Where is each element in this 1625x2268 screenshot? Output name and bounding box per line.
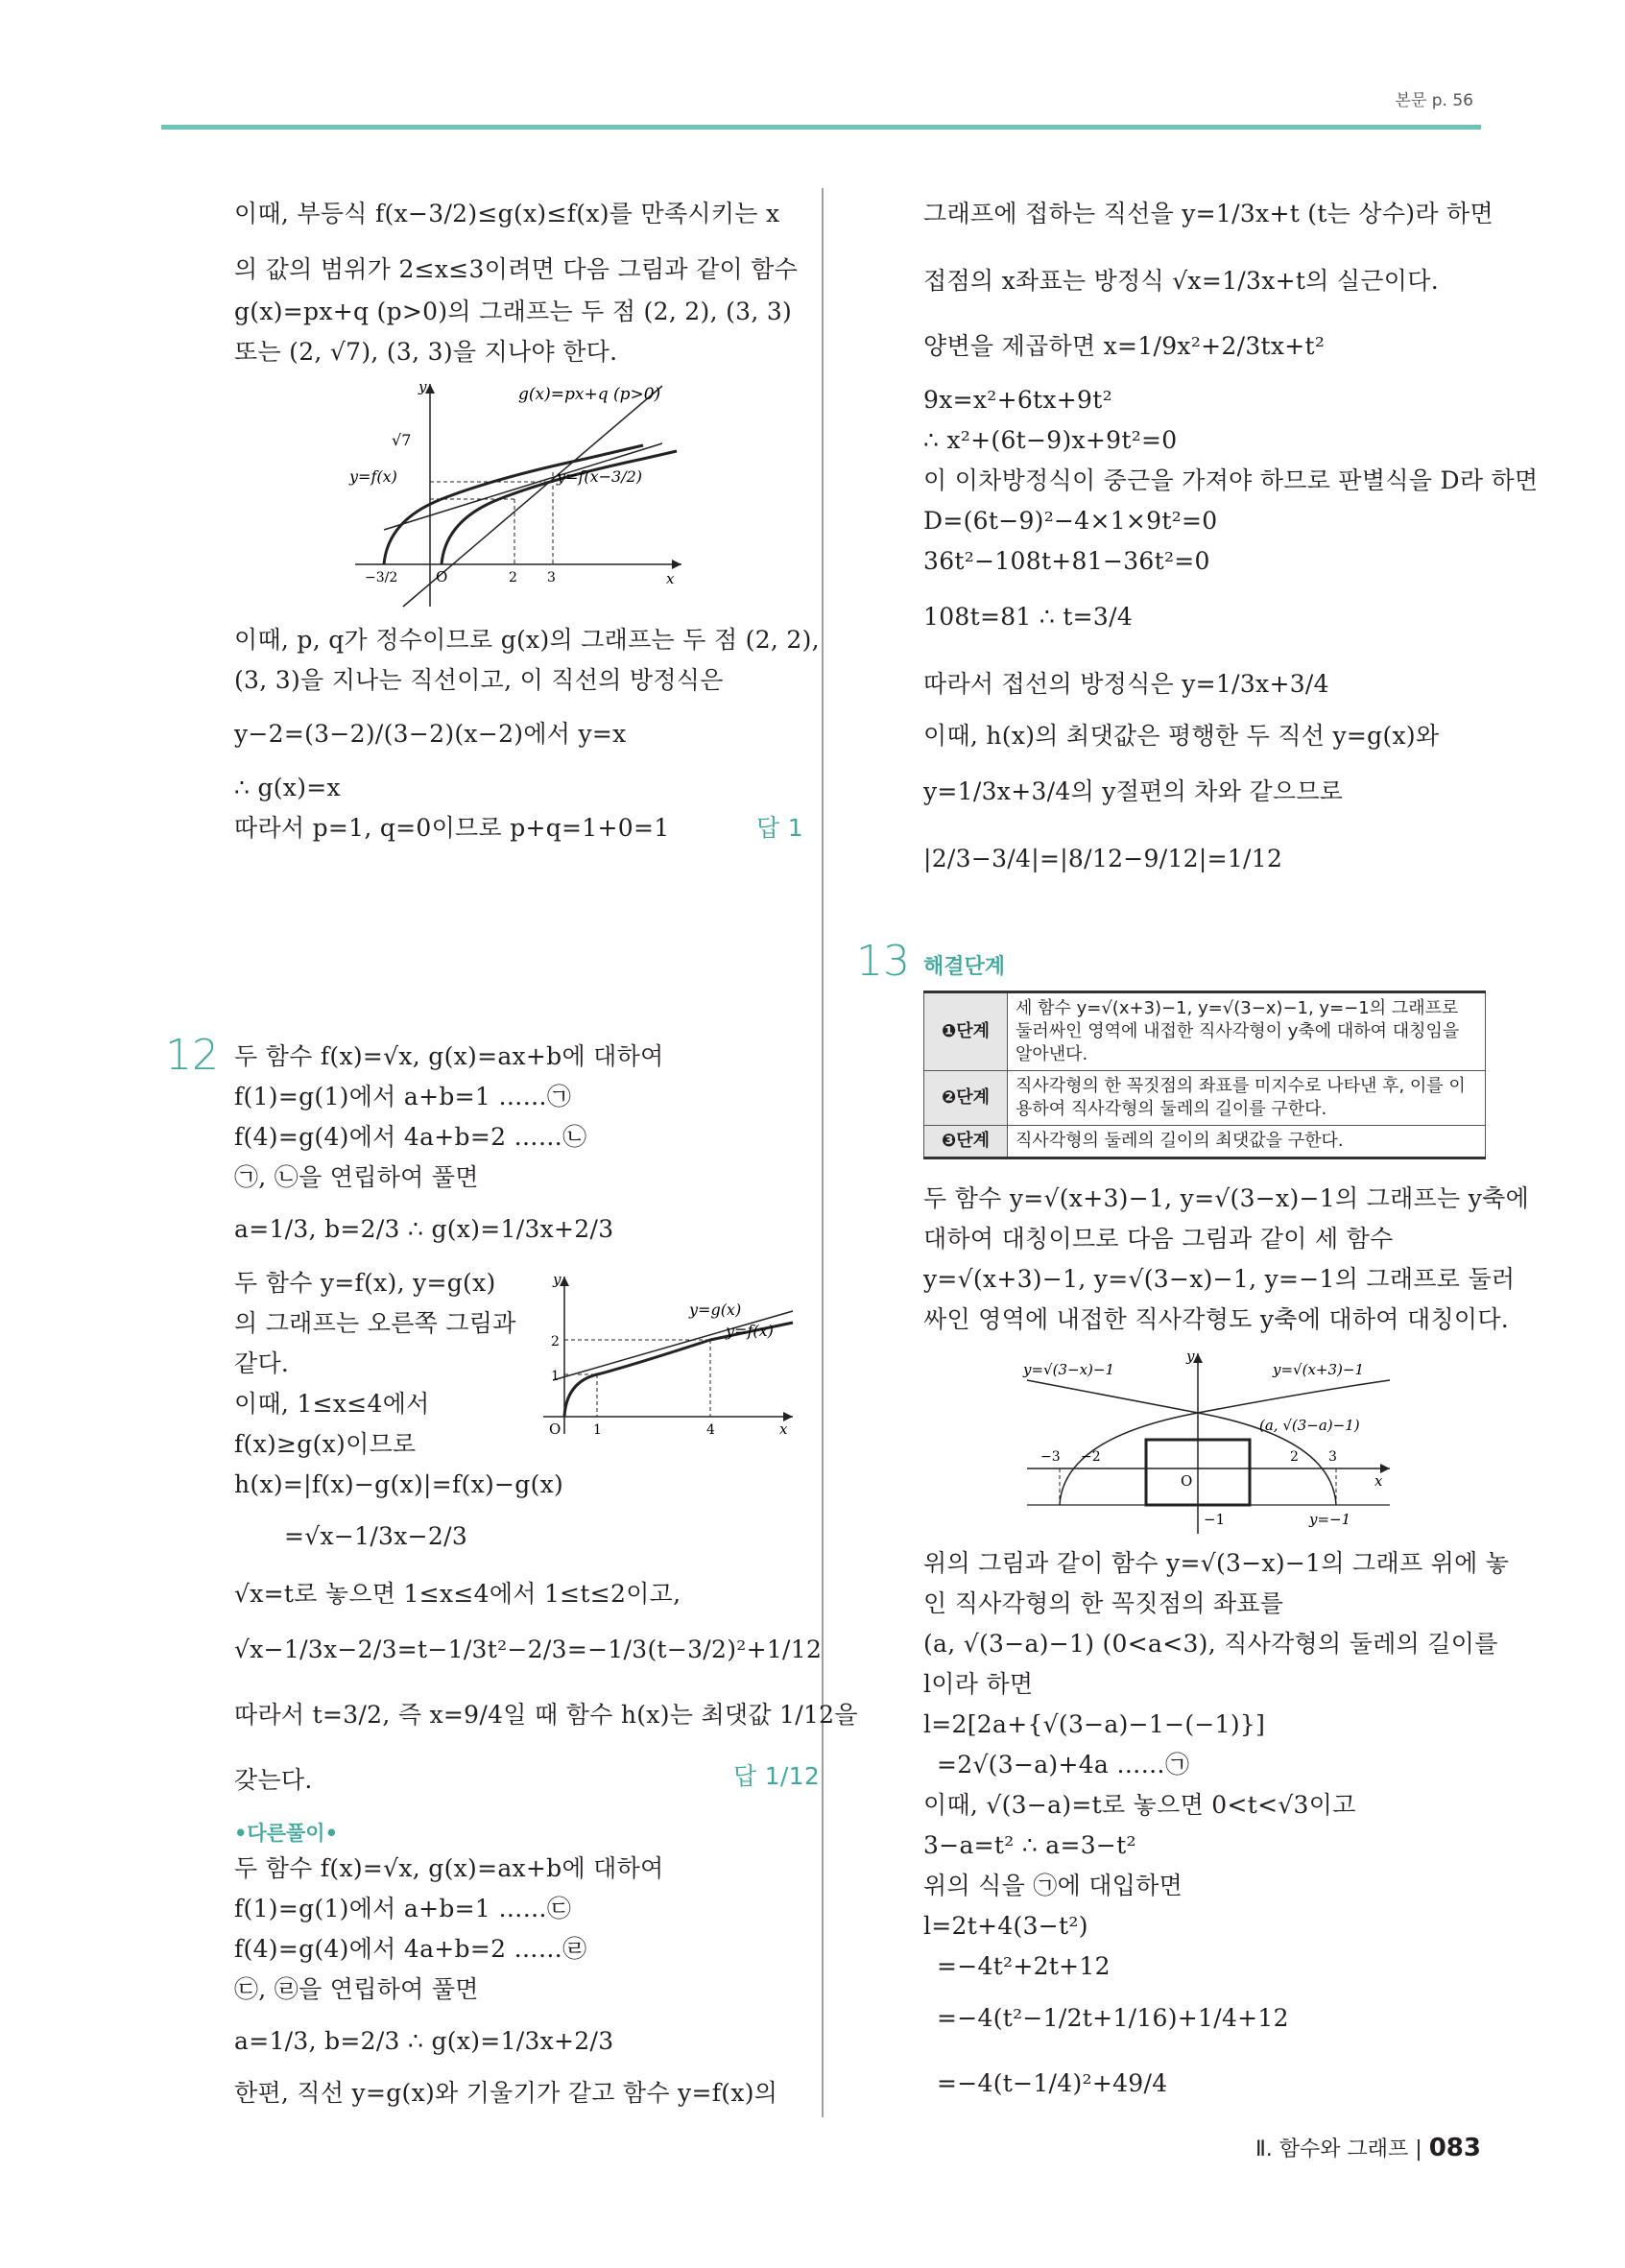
q12-cont-line: 108t=81 ∴ t=3/4 — [923, 603, 1134, 631]
step-text: 직사각형의 한 꼭짓점의 좌표를 미지수로 나타낸 후, 이를 이용하여 직사각형의 둘레의 길이를 구한다. — [1008, 1071, 1486, 1126]
q12-line: 갖는다. — [234, 1766, 313, 1794]
label-neg32: −3/2 — [365, 570, 398, 585]
step-label: ❸단계 — [924, 1126, 1008, 1158]
q11-line: ∴ g(x)=x — [234, 774, 341, 801]
q11-answer: 답 1 — [756, 814, 803, 842]
alt-line: f(4)=g(4)에서 4a+b=2 ……㉣ — [234, 1935, 587, 1963]
q12-cont-line: |2/3−3/4|=|8/12−9/12|=1/12 — [923, 845, 1283, 872]
step-text: 직사각형의 둘레의 길이의 최댓값을 구한다. — [1008, 1126, 1486, 1158]
q12-cont-line: 이 이차방정식이 중근을 가져야 하므로 판별식을 D라 하면 — [923, 466, 1539, 494]
graph-q11 — [346, 376, 687, 616]
label-o: O — [549, 1420, 562, 1438]
q13-line: 위의 식을 ㉠에 대입하면 — [923, 1872, 1183, 1899]
q13-line: =−4t²+2t+12 — [937, 1952, 1111, 1980]
tick-y2: 2 — [551, 1334, 560, 1349]
label-y-eq-neg1: y=−1 — [1309, 1511, 1351, 1528]
question-number-13: 13 — [856, 937, 910, 986]
q12-line: =√x−1/3x−2/3 — [284, 1522, 468, 1550]
q12-line: 같다. — [234, 1349, 290, 1377]
label-y: y — [418, 378, 427, 395]
alt-line: a=1/3, b=2/3 ∴ g(x)=1/3x+2/3 — [234, 2027, 614, 2055]
label-g: g(x)=px+q (p>0) — [518, 385, 661, 404]
q12-cont-line: 따라서 접선의 방정식은 y=1/3x+3/4 — [923, 670, 1329, 698]
label-x: x — [666, 570, 675, 587]
alt-line: 두 함수 f(x)=√x, g(x)=ax+b에 대하여 — [234, 1854, 664, 1882]
q13-line: 싸인 영역에 내접한 직사각형도 y축에 대하여 대칭이다. — [923, 1305, 1510, 1333]
header-rule — [161, 125, 1481, 130]
q12-cont-line: D=(6t−9)²−4×1×9t²=0 — [923, 507, 1218, 535]
label-o: O — [436, 568, 448, 585]
q12-cont-line: ∴ x²+(6t−9)x+9t²=0 — [923, 426, 1178, 454]
page-footer — [1255, 2133, 1481, 2162]
tick-3: 3 — [547, 570, 556, 585]
label-g: y=g(x) — [689, 1301, 742, 1319]
q13-line: =−4(t−1/4)²+49/4 — [937, 2069, 1168, 2097]
q11-line: (3, 3)을 지나는 직선이고, 이 직선의 방정식은 — [234, 666, 724, 694]
step-label: ❷단계 — [924, 1071, 1008, 1126]
q12-line: f(4)=g(4)에서 4a+b=2 ……㉡ — [234, 1123, 587, 1151]
tick-2: 2 — [509, 570, 517, 585]
q12-line: f(x)≥g(x)이므로 — [234, 1430, 417, 1458]
q12-answer: 답 1/12 — [733, 1762, 821, 1790]
curve-right — [1060, 1380, 1390, 1505]
q12-line: 의 그래프는 오른쪽 그림과 — [234, 1309, 516, 1337]
q12-cont-line: 36t²−108t+81−36t²=0 — [923, 547, 1210, 575]
q12-line: a=1/3, b=2/3 ∴ g(x)=1/3x+2/3 — [234, 1215, 614, 1243]
q12-cont-line: y=1/3x+3/4의 y절편의 차와 같으므로 — [923, 777, 1344, 805]
q13-line: 두 함수 y=√(x+3)−1, y=√(3−x)−1의 그래프는 y축에 — [923, 1184, 1530, 1212]
footer-separator: | — [1415, 2137, 1422, 2161]
line-g-alt — [384, 443, 662, 530]
q13-line: l=2t+4(3−t²) — [923, 1912, 1088, 1940]
page-number: 083 — [1428, 2134, 1481, 2162]
q13-line: =−4(t²−1/2t+1/16)+1/4+12 — [937, 2004, 1289, 2032]
question-number-12: 12 — [165, 1031, 219, 1080]
step-row — [924, 992, 1486, 1071]
label-f: y=f(x) — [349, 467, 397, 486]
solution-steps-table — [923, 991, 1486, 1159]
q13-line: l이라 하면 — [923, 1670, 1034, 1698]
q11-line: y−2=(3−2)/(3−2)(x−2)에서 y=x — [234, 720, 627, 748]
q11-line: g(x)=px+q (p>0)의 그래프는 두 점 (2, 2), (3, 3) — [234, 298, 793, 325]
q13-line: (a, √(3−a)−1) (0<a<3), 직사각형의 둘레의 길이를 — [923, 1630, 1498, 1658]
q11-line: 이때, p, q가 정수이므로 g(x)의 그래프는 두 점 (2, 2), — [234, 626, 820, 654]
q11-line: 의 값의 범위가 2≤x≤3이려면 다음 그림과 같이 함수 — [234, 255, 799, 283]
alt-solution-label: •다른풀이• — [234, 1822, 338, 1845]
label-x: x — [1374, 1472, 1383, 1490]
tick-3: 3 — [1328, 1449, 1337, 1465]
q13-line: 인 직사각형의 한 꼭짓점의 좌표를 — [923, 1589, 1284, 1617]
label-f-shift: y=f(x−3/2) — [557, 467, 643, 486]
q11-line: 따라서 p=1, q=0이므로 p+q=1+0=1 — [234, 814, 670, 842]
q12-line: √x=t로 놓으면 1≤x≤4에서 1≤t≤2이고, — [234, 1580, 681, 1608]
q12-cont-line: 그래프에 접하는 직선을 y=1/3x+t (t는 상수)라 하면 — [923, 200, 1494, 227]
column-divider — [822, 188, 824, 2117]
q12-line: √x−1/3x−2/3=t−1/3t²−2/3=−1/3(t−3/2)²+1/12 — [234, 1635, 823, 1663]
q12-cont-line: 9x=x²+6tx+9t² — [923, 386, 1112, 414]
q12-line: 두 함수 y=f(x), y=g(x) — [234, 1269, 496, 1297]
tick-x4: 4 — [706, 1422, 715, 1438]
q12-line: h(x)=|f(x)−g(x)|=f(x)−g(x) — [234, 1470, 564, 1498]
q13-line: y=√(x+3)−1, y=√(3−x)−1, y=−1의 그래프로 둘러 — [923, 1265, 1516, 1293]
footer-section: Ⅱ. 함수와 그래프 — [1255, 2137, 1409, 2161]
label-y: y — [553, 1271, 562, 1288]
label-point: (a, √(3−a)−1) — [1259, 1417, 1360, 1434]
label-right-curve: y=√(x+3)−1 — [1273, 1361, 1364, 1378]
alt-line: f(1)=g(1)에서 a+b=1 ……㉢ — [234, 1895, 572, 1922]
step-row — [924, 1071, 1486, 1126]
step-label: ❶단계 — [924, 992, 1008, 1071]
graph-q13 — [1021, 1346, 1396, 1538]
q12-cont-line: 이때, h(x)의 최댓값은 평행한 두 직선 y=g(x)와 — [923, 722, 1440, 750]
label-x: x — [779, 1420, 788, 1438]
step-text: 세 함수 y=√(x+3)−1, y=√(3−x)−1, y=−1의 그래프로 둘러싸인 영역에 내접한 직사각형이 y축에 대하여 대칭임을 알아낸다. — [1008, 992, 1486, 1071]
q12-line: f(1)=g(1)에서 a+b=1 ……㉠ — [234, 1083, 572, 1110]
q13-line: 이때, √(3−a)=t로 놓으면 0<t<√3이고 — [923, 1791, 1356, 1819]
label-sqrt7: √7 — [392, 431, 412, 449]
label-o: O — [1181, 1472, 1193, 1490]
alt-line: ㉢, ㉣을 연립하여 풀면 — [234, 1975, 479, 2003]
q13-line: l=2[2a+{√(3−a)−1−(−1)}] — [923, 1710, 1266, 1738]
q13-line: 3−a=t² ∴ a=3−t² — [923, 1831, 1136, 1859]
label-y: y — [1186, 1348, 1195, 1365]
q12-line: 따라서 t=3/2, 즉 x=9/4일 때 함수 h(x)는 최댓값 1/12을 — [234, 1701, 858, 1729]
q13-line: 대하여 대칭이므로 다음 그림과 같이 세 함수 — [923, 1225, 1394, 1253]
page-reference: 본문 p. 56 — [1395, 91, 1473, 110]
alt-line: 한편, 직선 y=g(x)와 기울기가 같고 함수 y=f(x)의 — [234, 2079, 778, 2107]
label-neg1: −1 — [1204, 1511, 1226, 1528]
curve-f — [384, 445, 643, 564]
q11-line: 이때, 부등식 f(x−3/2)≤g(x)≤f(x)를 만족시키는 x — [234, 200, 780, 227]
q13-line: 위의 그림과 같이 함수 y=√(3−x)−1의 그래프 위에 놓 — [923, 1549, 1510, 1577]
tick-x1: 1 — [593, 1422, 602, 1438]
q12-cont-line: 양변을 제곱하면 x=1/9x²+2/3tx+t² — [923, 332, 1326, 360]
tick-y1: 1 — [551, 1369, 560, 1384]
tick-neg3: −3 — [1040, 1449, 1061, 1465]
label-left-curve: y=√(3−x)−1 — [1023, 1361, 1114, 1378]
q12-line: ㉠, ㉡을 연립하여 풀면 — [234, 1163, 479, 1191]
solution-steps-title: 해결단계 — [923, 955, 1006, 979]
label-f: y=f(x) — [726, 1322, 774, 1340]
q13-line: =2√(3−a)+4a ……㉠ — [937, 1751, 1190, 1779]
q12-line: 이때, 1≤x≤4에서 — [234, 1390, 430, 1418]
q12-cont-line: 접점의 x좌표는 방정식 √x=1/3x+t의 실근이다. — [923, 267, 1439, 295]
tick-neg2: −2 — [1081, 1449, 1101, 1465]
step-row — [924, 1126, 1486, 1158]
tick-2: 2 — [1290, 1449, 1299, 1465]
graph-q12 — [534, 1269, 799, 1438]
q12-line: 두 함수 f(x)=√x, g(x)=ax+b에 대하여 — [234, 1042, 664, 1070]
q11-line: 또는 (2, √7), (3, 3)을 지나야 한다. — [234, 338, 618, 366]
